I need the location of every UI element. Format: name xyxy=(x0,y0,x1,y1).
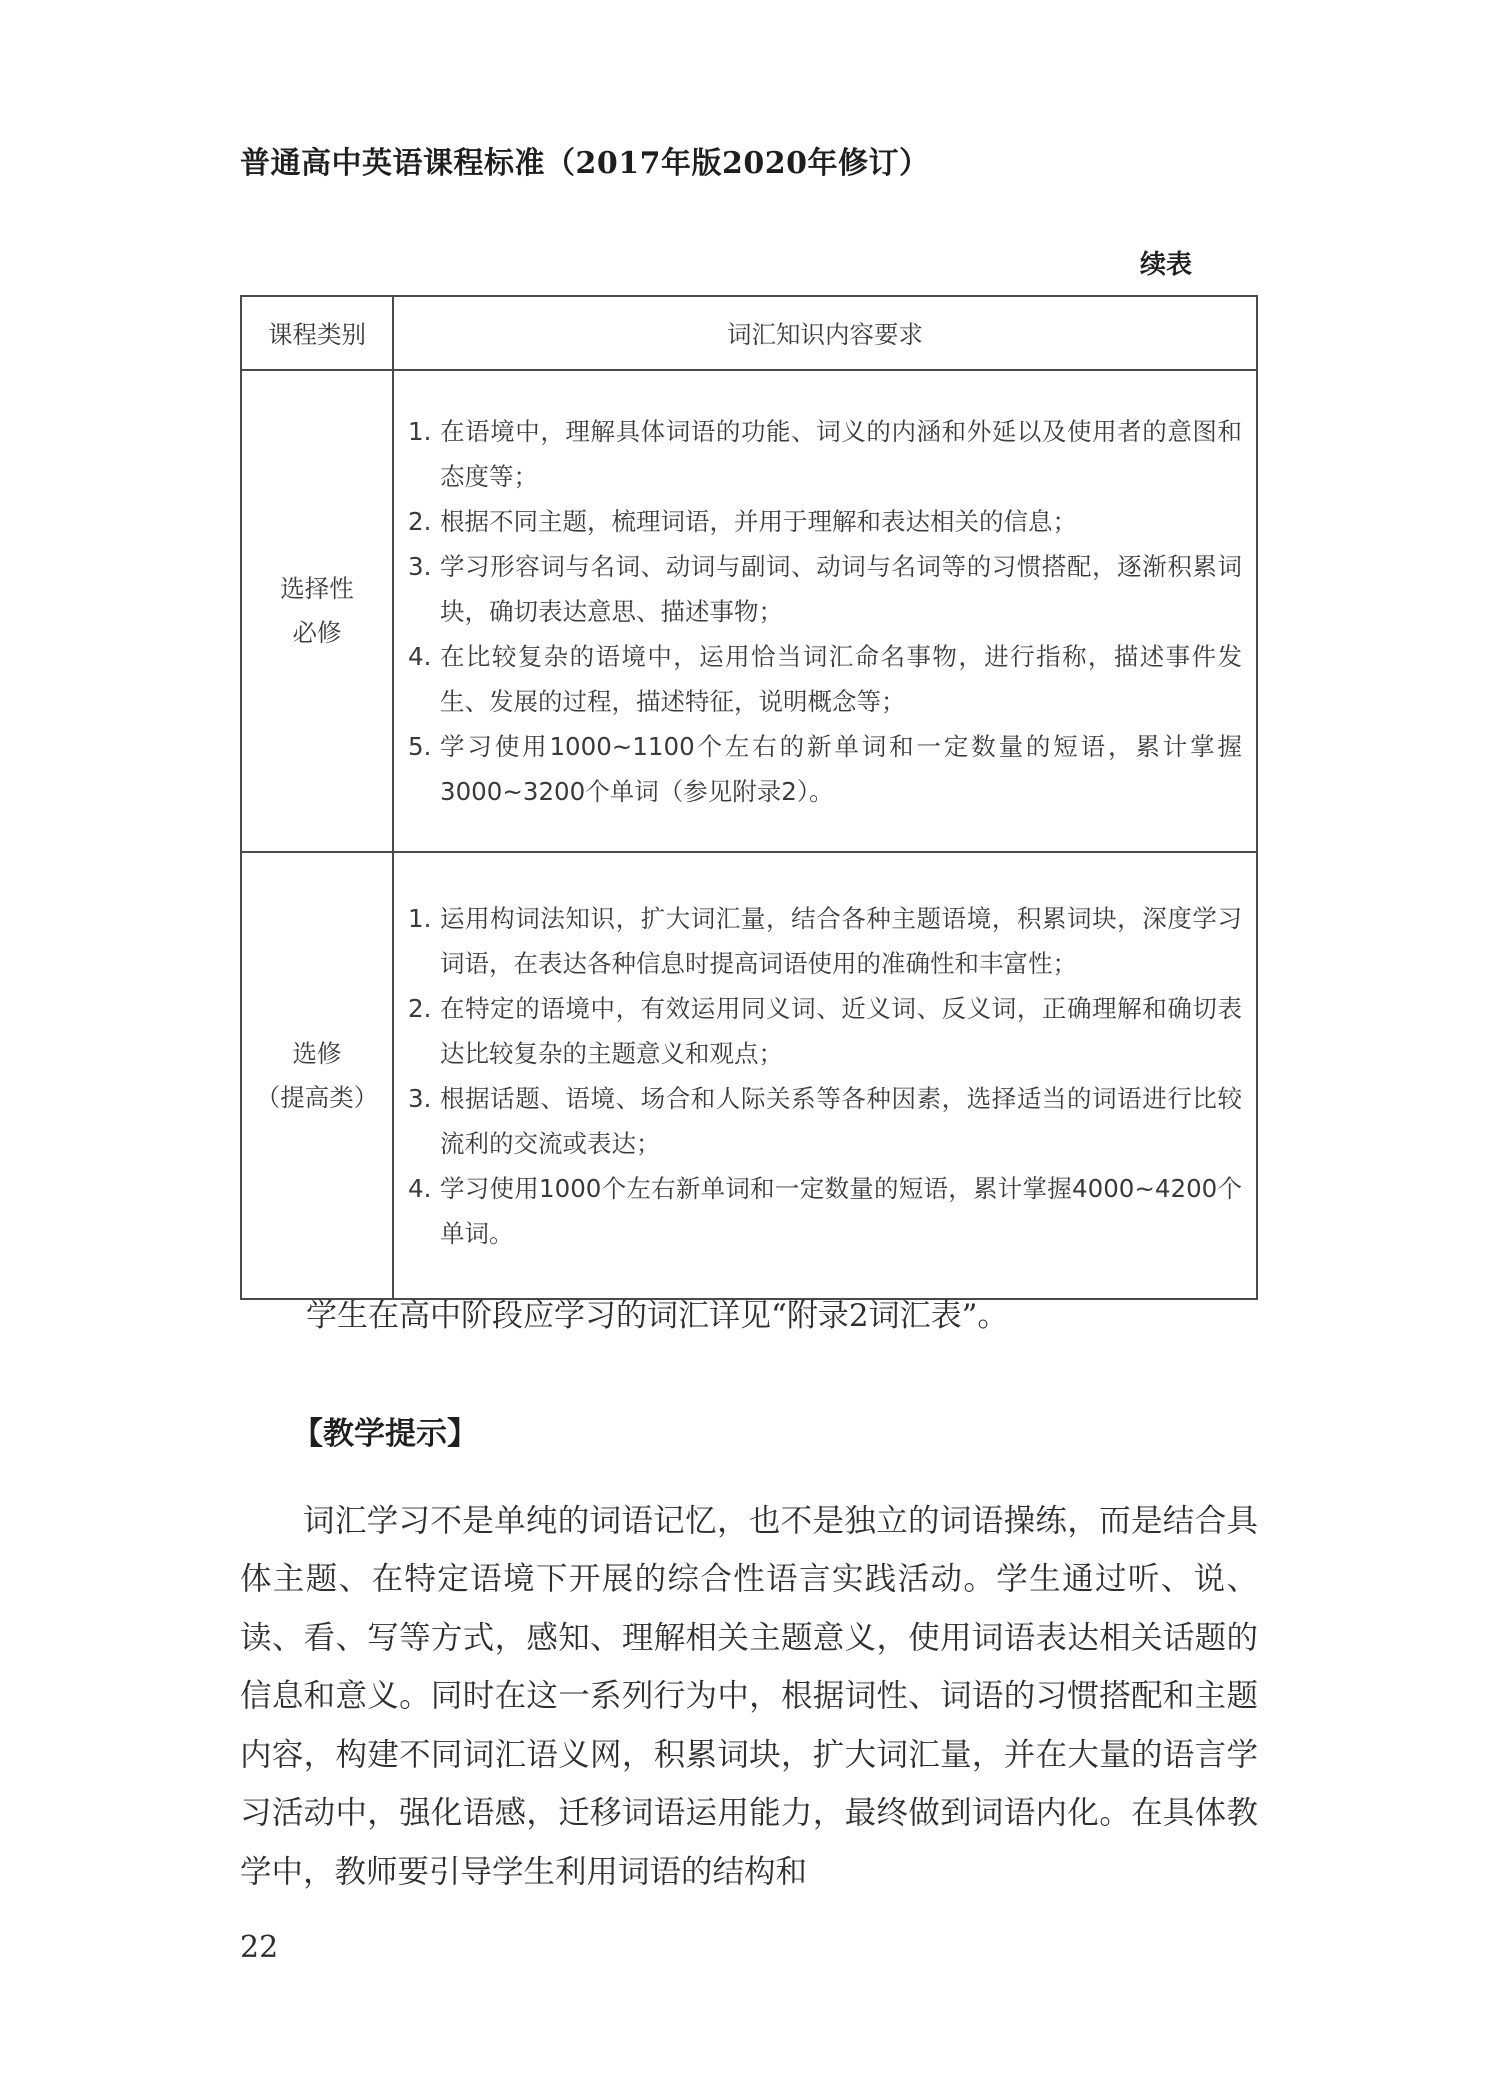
column-header-category: 课程类别 xyxy=(241,296,393,370)
list-item xyxy=(408,724,1242,814)
category-label: 必修 xyxy=(292,618,342,647)
item-number: 1. xyxy=(408,903,432,933)
vocabulary-requirements-table xyxy=(240,295,1258,1300)
list-item xyxy=(408,1076,1242,1166)
item-text: 在比较复杂的语境中，运用恰当词汇命名事物，进行指称，描述事件发生、发展的过程，描述特征，说明概念等； xyxy=(440,641,1242,716)
item-text: 根据不同主题，梳理词语，并用于理解和表达相关的信息； xyxy=(440,506,1077,536)
item-number: 2. xyxy=(408,506,432,536)
category-cell xyxy=(241,370,393,852)
table-header-row xyxy=(241,296,1257,370)
item-text: 学习形容词与名词、动词与副词、动词与名词等的习惯搭配，逐渐积累词块，确切表达意思、描述事物； xyxy=(440,551,1242,626)
table-row xyxy=(241,852,1257,1299)
list-item xyxy=(408,634,1242,724)
category-label: （提高类） xyxy=(255,1082,379,1112)
requirements-cell xyxy=(393,370,1257,852)
list-item xyxy=(408,1166,1242,1256)
table-row xyxy=(241,370,1257,852)
requirements-list xyxy=(408,409,1242,814)
item-text: 在语境中，理解具体词语的功能、词义的内涵和外延以及使用者的意图和态度等； xyxy=(440,416,1242,491)
body-paragraph: 词汇学习不是单纯的词语记忆，也不是独立的词语操练，而是结合具体主题、在特定语境下开展的综合性语言实践活动。学生通过听、说、读、看、写等方式，感知、理解相关主题意义，使用词语表达相关话题的信息和意义。同时在这一系列行为中，根据词性、词语的习惯搭配和主题内容，构建不同词汇语义网，积累词块，扩大词汇量，并在大量的语言学习活动中，强化语感，迁移词语运用能力，最终做到词语内化。在具体教学中，教师要引导学生利用词语的结构和 xyxy=(240,1502,1258,1890)
appendix-note: 学生在高中阶段应学习的词汇详见“附录2词汇表”。 xyxy=(306,1298,1009,1334)
item-text: 在特定的语境中，有效运用同义词、近义词、反义词，正确理解和确切表达比较复杂的主题意义和观点； xyxy=(440,993,1242,1068)
item-number: 4. xyxy=(408,1173,432,1203)
item-text: 运用构词法知识，扩大词汇量，结合各种主题语境，积累词块，深度学习词语，在表达各种信息时提高词语使用的准确性和丰富性； xyxy=(440,903,1242,978)
category-label: 选修 xyxy=(292,1038,342,1068)
requirements-list xyxy=(408,896,1242,1256)
continued-label: 续表 xyxy=(1140,250,1193,280)
category-label: 选择性 xyxy=(280,574,354,603)
list-item xyxy=(408,409,1242,499)
item-number: 4. xyxy=(408,641,432,671)
item-text: 学习使用1000个左右新单词和一定数量的短语，累计掌握4000~4200个单词。 xyxy=(440,1173,1242,1248)
list-item xyxy=(408,544,1242,634)
list-item xyxy=(408,499,1242,544)
requirements-cell xyxy=(393,852,1257,1299)
item-text: 根据话题、语境、场合和人际关系等各种因素，选择适当的词语进行比较流利的交流或表达； xyxy=(440,1083,1242,1158)
item-number: 3. xyxy=(408,1083,432,1113)
list-item xyxy=(408,896,1242,986)
item-text: 学习使用1000~1100个左右的新单词和一定数量的短语，累计掌握3000~3200个单词（参见附录2）。 xyxy=(440,731,1242,806)
item-number: 5. xyxy=(408,731,432,761)
item-number: 2. xyxy=(408,993,432,1023)
running-title: 普通高中英语课程标准（2017年版2020年修订） xyxy=(240,146,930,181)
column-header-requirements: 词汇知识内容要求 xyxy=(393,296,1257,370)
section-heading: 【教学提示】 xyxy=(292,1416,478,1452)
category-cell xyxy=(241,852,393,1299)
page-number: 22 xyxy=(240,1930,279,1965)
item-number: 3. xyxy=(408,551,432,581)
list-item xyxy=(408,986,1242,1076)
item-number: 1. xyxy=(408,416,432,446)
